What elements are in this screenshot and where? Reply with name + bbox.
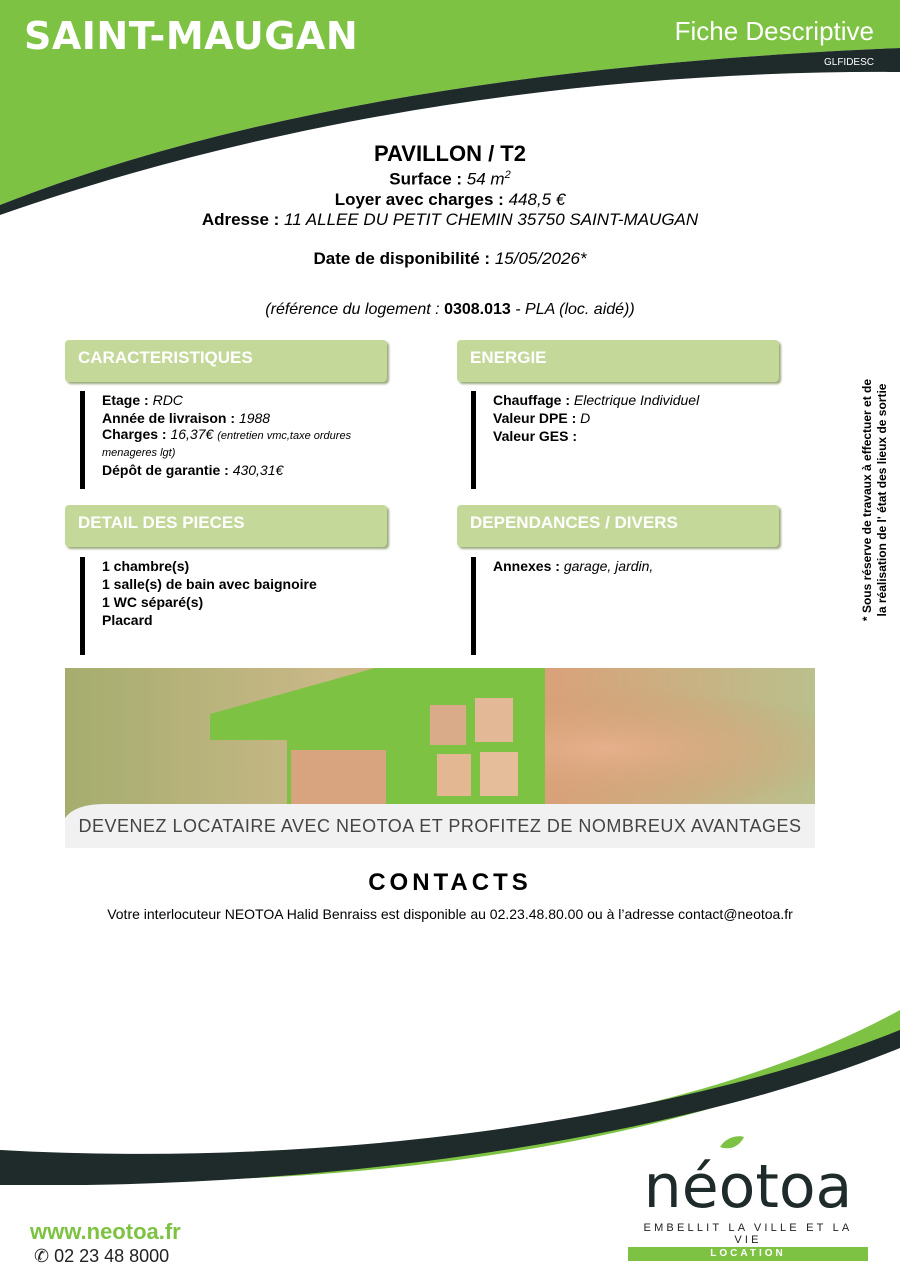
dpe-label: Valeur DPE :	[493, 410, 577, 426]
footer-phone: ✆ 02 23 48 8000	[34, 1246, 170, 1266]
charges-label: Charges :	[102, 426, 167, 442]
piece-item: 1 WC séparé(s)	[102, 594, 204, 610]
adresse-value: 11 ALLEE DU PETIT CHEMIN 35750 SAINT-MAUGAN	[284, 210, 699, 229]
reference-line	[0, 301, 900, 319]
chauffage-label: Chauffage :	[493, 392, 570, 408]
caracteristiques-heading: CARACTERISTIQUES	[65, 340, 387, 382]
surface-line	[0, 169, 900, 190]
caracteristiques-body	[102, 391, 392, 479]
chauffage-value: Electrique Individuel	[573, 392, 700, 408]
contacts-text: Votre interlocuteur NEOTOA Halid Benraiss est disponible au 02.23.48.80.00 ou à l’adresse contact@neotoa.fr	[107, 906, 793, 922]
dispo-value: 15/05/2026*	[494, 249, 587, 268]
dependances-body	[493, 557, 793, 575]
side-note-line2: la réalisation de l' état des lieux de sortie	[875, 383, 889, 617]
piece-item: 1 salle(s) de bain avec baignoire	[102, 576, 317, 592]
depot-value: 430,31€	[232, 462, 284, 478]
piece-item: 1 chambre(s)	[102, 558, 190, 574]
annee-value: 1988	[238, 410, 271, 426]
surface-exponent: 2	[504, 169, 511, 181]
leaf-icon	[720, 1136, 744, 1148]
document-code: GLFIDESC	[823, 57, 874, 68]
caracteristiques-bar	[80, 391, 85, 489]
charges-detail: (entretien vmc,taxe ordures menageres lgt)	[102, 430, 352, 459]
annexes-value: garage, jardin,	[563, 558, 654, 574]
loyer-value: 448,5 €	[508, 190, 566, 209]
surface-value: 54 m	[466, 169, 505, 189]
annee-label: Année de livraison :	[102, 410, 236, 426]
pieces-heading: DETAIL DES PIECES	[65, 505, 387, 547]
property-title: PAVILLON / T2	[374, 141, 526, 166]
slogan: EMBELLIT LA VILLE ET LA VIE	[643, 1222, 853, 1246]
contacts-title: CONTACTS	[368, 869, 532, 896]
loyer-line	[0, 190, 900, 210]
surface-label: Surface :	[389, 169, 463, 189]
energie-heading: ENERGIE	[457, 340, 779, 382]
neotoa-logo	[628, 1135, 868, 1215]
adresse-line	[0, 210, 900, 230]
side-note-line1: * Sous réserve de travaux à effectuer et de	[860, 378, 874, 622]
etage-label: Etage :	[102, 392, 149, 408]
website-link[interactable]: www.neotoa.fr	[30, 1219, 181, 1244]
dispo-label: Date de disponibilité :	[313, 249, 491, 268]
document-title: Fiche Descriptive	[674, 16, 874, 46]
depot-label: Dépôt de garantie :	[102, 462, 229, 478]
reference-suffix: - PLA (loc. aidé))	[515, 301, 635, 318]
promo-banner	[65, 668, 815, 848]
dpe-value: D	[580, 410, 591, 426]
logo-wordmark: néotoa	[643, 1152, 853, 1215]
piece-item: Placard	[102, 612, 153, 628]
dependances-heading: DEPENDANCES / DIVERS	[457, 505, 779, 547]
etage-value: RDC	[152, 392, 183, 408]
energie-body	[493, 391, 793, 445]
charges-value: 16,37€	[170, 426, 214, 442]
loyer-label: Loyer avec charges :	[334, 190, 504, 209]
city-title: SAINT-MAUGAN	[24, 14, 359, 58]
location-badge: LOCATION	[628, 1247, 868, 1261]
pieces-bar	[80, 557, 85, 655]
banner-text: DEVENEZ LOCATAIRE AVEC NEOTOA ET PROFITEZ DE NOMBREUX AVANTAGES	[78, 816, 802, 836]
dependances-bar	[471, 557, 476, 655]
annexes-label: Annexes :	[493, 558, 560, 574]
disponibilite-line	[0, 249, 900, 269]
reference-number: 0308.013	[444, 301, 511, 318]
energie-bar	[471, 391, 476, 489]
side-note	[855, 365, 895, 645]
adresse-label: Adresse :	[201, 210, 280, 229]
ges-label: Valeur GES :	[493, 428, 578, 444]
reference-prefix: (référence du logement :	[265, 301, 440, 318]
pieces-body	[102, 557, 402, 629]
